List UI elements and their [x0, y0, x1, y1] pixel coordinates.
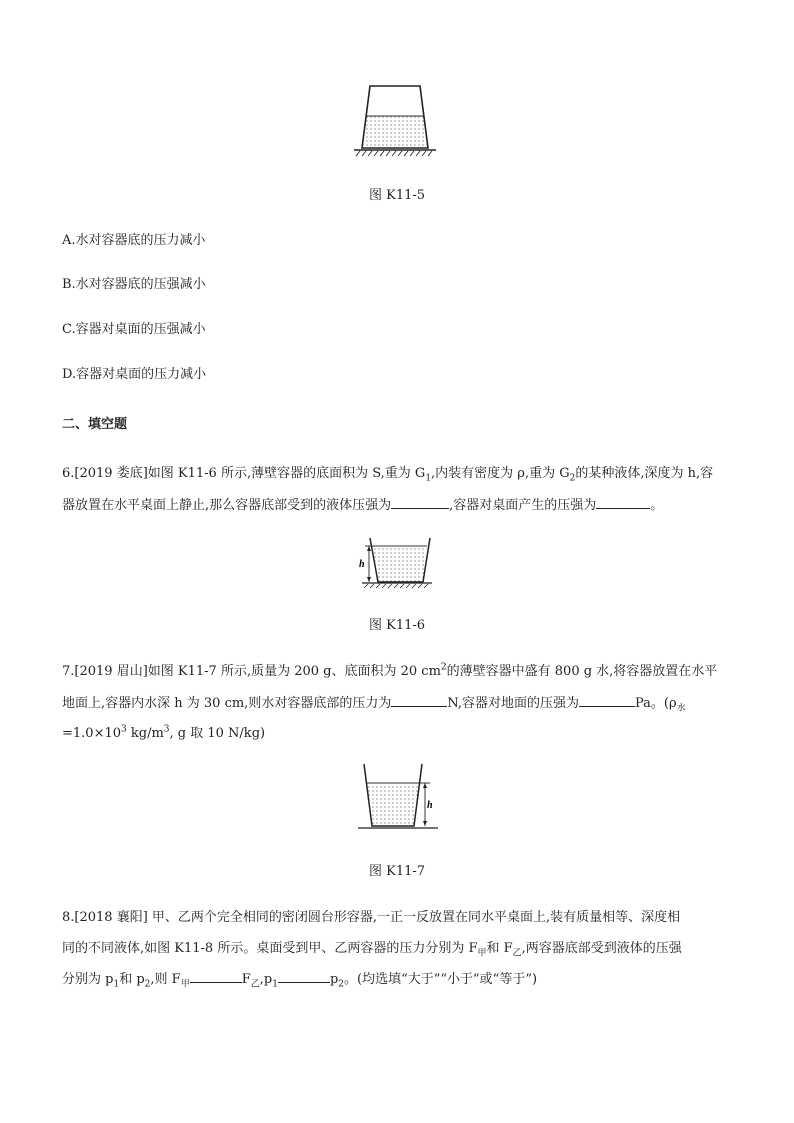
q7-line-1: 7.[2019 眉山]如图 K11-7 所示,质量为 200 g、底面积为 20 $cm^2$的薄壁容器中盛有 800 g 水,将容器放置在水平	[62, 662, 718, 679]
figure-k11-6-caption: 图 K11-6	[368, 618, 426, 633]
figure-k11-6	[354, 536, 434, 592]
q8-blank-2[interactable]	[278, 970, 330, 983]
option-d: D.容器对桌面的压力减小	[62, 367, 207, 382]
figure-k11-6-h-label: h	[359, 559, 365, 570]
section-2-heading: 二、填空题	[62, 417, 128, 432]
option-b: B.水对容器底的压强减小	[62, 277, 206, 292]
q6-blank-1[interactable]	[391, 496, 449, 509]
q8-blank-1[interactable]	[190, 970, 242, 983]
figure-k11-5	[350, 84, 440, 160]
q6-blank-2[interactable]	[596, 496, 650, 509]
q8-line-3: 分别为 $p_1$和 $p_2$,则 $F_甲$ $F_乙,p_1$ $p_2$。(均选填“大于”“小于”或“等于”)	[62, 972, 538, 990]
q7-blank-1[interactable]	[391, 694, 447, 707]
option-c: C.容器对桌面的压强减小	[62, 322, 206, 337]
q6-line-1: 6.[2019 娄底]如图 K11-6 所示,薄壁容器的底面积为 S,重为 $G_1$,内装有密度为 ρ,重为 $G_2$的某种液体,深度为 h,容	[62, 466, 714, 484]
figure-k11-7	[356, 762, 440, 832]
figure-k11-7-caption: 图 K11-7	[368, 864, 426, 879]
figure-k11-5-caption: 图 K11-5	[368, 188, 426, 203]
q7-blank-2[interactable]	[579, 694, 635, 707]
q7-line-3: $=1.0\times 10^3$ $kg/m^3$, g 取 10 N/kg)	[62, 724, 266, 741]
q7-line-2: 地面上,容器内水深 h 为 30 cm,则水对容器底部的压力为 N,容器对地面的压强为 Pa。($\rho_水$	[62, 696, 686, 714]
q6-line-2: 器放置在水平桌面上静止,那么容器底部受到的液体压强为 ,容器对桌面产生的压强为 。	[62, 498, 664, 513]
figure-k11-7-h-label: h	[427, 800, 433, 811]
q8-line-2: 同的不同液体,如图 K11-8 所示。桌面受到甲、乙两容器的压力分别为 $F_甲$和 $F_乙$,两容器底部受到液体的压强	[62, 941, 682, 959]
option-a: A.水对容器底的压力减小	[62, 233, 206, 248]
q8-line-1: 8.[2018 襄阳] 甲、乙两个完全相同的密闭圆台形容器,一正一反放置在同水平桌面上,装有质量相等、深度相	[62, 910, 681, 925]
